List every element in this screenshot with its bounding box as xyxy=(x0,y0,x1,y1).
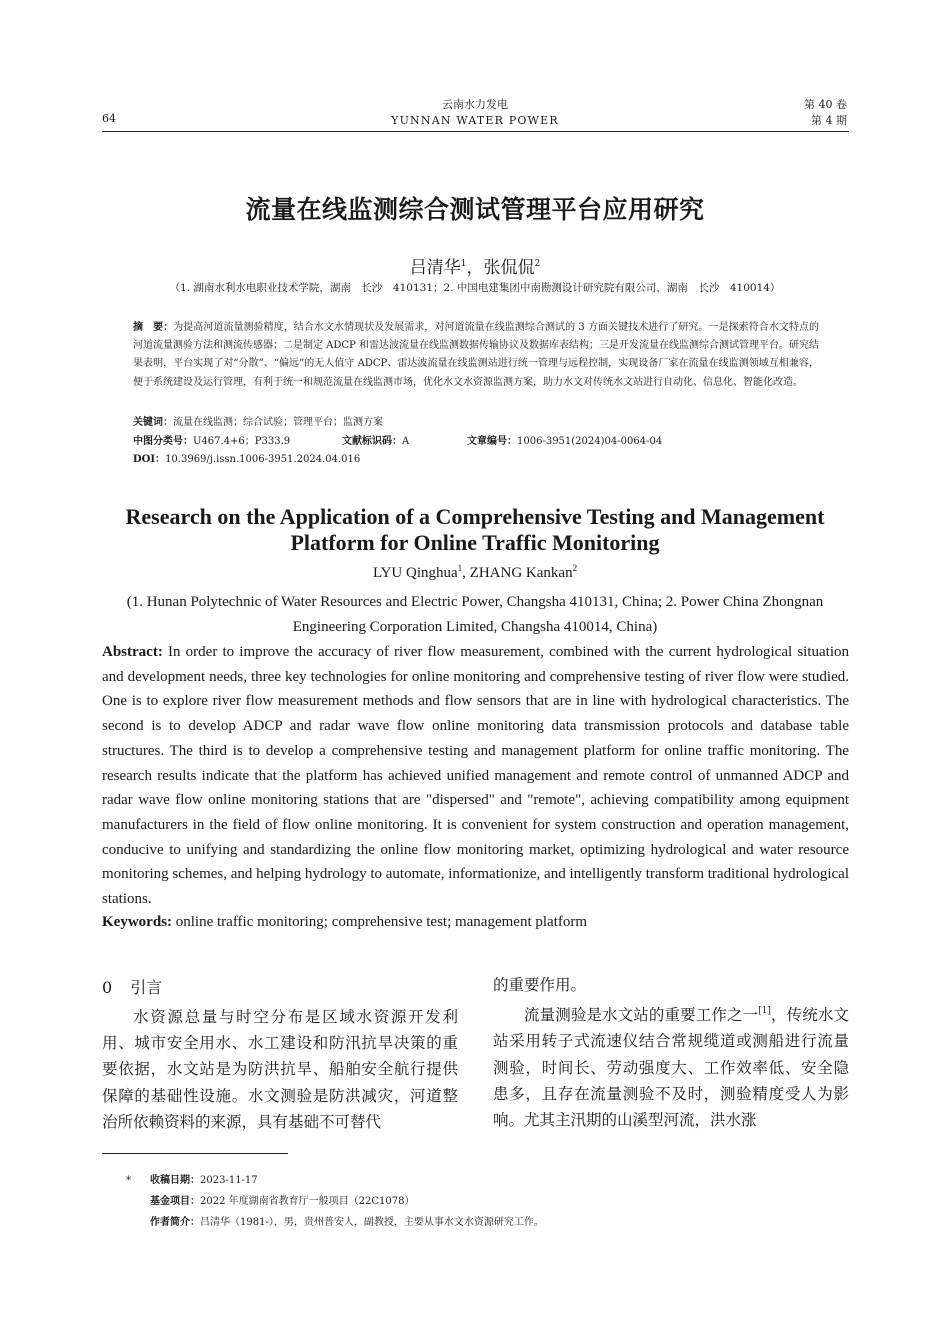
doi-value: 10.3969/j.issn.1006-3951.2024.04.016 xyxy=(165,454,361,465)
body-paragraph-1-continued: 的重要作用。 xyxy=(493,976,587,994)
clc-group xyxy=(133,432,290,447)
citation-ref[interactable]: [1] xyxy=(758,1006,771,1017)
en-author-1: LYU Qinghua xyxy=(372,565,458,581)
en-abstract xyxy=(102,640,849,912)
doi xyxy=(133,450,360,465)
cn-author-2: 张侃侃 xyxy=(483,258,535,278)
en-abstract-label: Abstract: xyxy=(102,644,163,660)
en-keywords-text: online traffic monitoring; comprehensive test; management platform xyxy=(175,914,588,930)
section-heading xyxy=(102,975,162,998)
cn-title: 流量在线监测综合测试管理平台应用研究 xyxy=(245,195,705,224)
body-paragraph-2-a: 流量测验是水文站的重要工作之一 xyxy=(524,1006,759,1025)
received-value: 2023-11-17 xyxy=(200,1175,258,1186)
body-column-left xyxy=(102,1004,458,1135)
en-keywords xyxy=(102,914,849,931)
author-bio-label: 作者简介： xyxy=(150,1217,200,1228)
en-abstract-text: In order to improve the accuracy of river flow measurement, combined with the current hydrological situation and development needs, three key technologies for online monitoring and comprehensive testing of river flow were studied. One is to explore river flow measurement methods and flow sensors that are in line with hydrological characteristics. The second is to develop ADCP and radar wave flow online monitoring data transmission protocols and database table structures. The third is to develop a comprehensive testing and management platform for online traffic monitoring. The research results indicate that the platform has achieved unified management and remote control of unmanned ADCP and radar wave flow online monitoring stations that are "dispersed" and "remote", achieving compatibility among equipment manufacturers in the field of flow online monitoring. It is convenient for system construction and operation management, conducive to unifying and standardizing the online flow monitoring market, optimizing hydrological and water resource monitoring schemes, and helping hydrology to automate, informationize, and intelligently transform traditional hydrological stations. xyxy=(102,644,849,908)
cn-author-1-sup: 1 xyxy=(460,259,467,269)
cn-author-2-sup: 2 xyxy=(534,259,541,269)
cn-author-1: 吕清华 xyxy=(409,258,461,278)
section-number: 0 xyxy=(102,978,113,997)
section-title: 引言 xyxy=(130,978,163,997)
volume-issue xyxy=(804,97,847,129)
en-keywords-label: Keywords: xyxy=(102,914,172,930)
author-bio-value: 吕清华（1981-），男，贵州普安人，副教授，主要从事水文水资源研究工作。 xyxy=(200,1217,544,1228)
cn-keywords-label: 关键词： xyxy=(133,417,173,428)
body-column-right xyxy=(493,972,849,1133)
cn-author-sep: ， xyxy=(466,258,484,278)
cn-abstract xyxy=(133,319,819,392)
cn-keywords xyxy=(133,413,819,428)
en-author-2: ZHANG Kankan xyxy=(469,565,573,581)
issue: 第 4 期 xyxy=(811,114,847,127)
article-no-label: 文章编号： xyxy=(467,436,517,447)
footnote-fund xyxy=(126,1191,414,1212)
cn-affiliation: （1. 湖南水利水电职业技术学院，湖南 长沙 410131；2. 中国电建集团中南勘测设计研究院有限公司，湖南 长沙 410014） xyxy=(169,282,781,294)
page-number: 64 xyxy=(102,112,116,125)
header-divider xyxy=(102,131,849,132)
volume: 第 40 卷 xyxy=(804,98,847,111)
body-paragraph-2 xyxy=(493,998,849,1133)
clc-label: 中图分类号： xyxy=(133,436,193,447)
journal-name-cn: 云南水力发电 xyxy=(442,98,508,111)
en-authors xyxy=(0,563,950,582)
en-author-sep: , xyxy=(462,565,470,581)
footnote-author xyxy=(126,1212,544,1233)
cn-authors xyxy=(0,253,950,278)
article-no-value: 1006-3951(2024)04-0064-04 xyxy=(517,436,663,447)
fund-label: 基金项目： xyxy=(150,1196,200,1207)
article-no-group xyxy=(467,432,662,447)
cn-abstract-text: 为提高河道流量测验精度，结合水文水情现状及发展需求，对河道流量在线监测综合测试的 3 方面关键技术进行了研究。一是探索符合水文特点的河道流量测验方法和测流传感器；二是制定 ADCP 和雷达波流量在线监测数据传输协议及数据库表结构；三是开发流量在线监测综合测试管理平台。研究结果表明，平台实现了对“分散”、“偏远”的无人值守 ADCP、雷达波流量在线监测站进行统一管理与远程控制，实现设备厂家在流量在线监测领域互相兼容，便于系统建设及运行管理，有利于统一和规范流量在线监测市场，优化水文水资源监测方案，助力水文对传统水文站进行自动化、信息化、智能化改造。 xyxy=(133,322,820,388)
en-author-2-sup: 2 xyxy=(572,563,578,573)
cn-keywords-text: 流量在线监测；综合试验；管理平台；监测方案 xyxy=(173,417,383,428)
received-label: 收稿日期： xyxy=(150,1175,200,1186)
fund-value: 2022 年度湖南省教育厅一般项目（22C1078） xyxy=(200,1196,415,1207)
doc-code-value: A xyxy=(402,436,410,447)
en-author-1-sup: 1 xyxy=(457,563,463,573)
footnote-star: * xyxy=(126,1175,131,1186)
doi-label: DOI： xyxy=(133,454,166,465)
journal-name-en: YUNNAN WATER POWER xyxy=(391,114,559,127)
doc-code-group xyxy=(342,432,409,447)
body-paragraph-1: 水资源总量与时空分布是区域水资源开发利用、城市安全用水、水工建设和防汛抗旱决策的重要依据，水文站是为防洪抗旱、船舶安全航行提供保障的基础性设施。水文测验是防洪减灾，河道整治所依赖资料的来源，具有基础不可替代 xyxy=(102,1008,458,1131)
clc-value: U467.4+6；P333.9 xyxy=(193,436,291,447)
body-paragraph-2-b: ，传统水文站采用转子式流速仪结合常规缆道或测船进行流量测验，时间长、劳动强度大、工作效率低、安全隐患多，且存在流量测验不及时，测验精度受人为影响。尤其主汛期的山溪型河流，洪水涨 xyxy=(493,1006,849,1130)
footnote-divider xyxy=(102,1153,288,1154)
en-title: Research on the Application of a Comprehensive Testing and Management Platform for Online Traffic Monitoring xyxy=(125,504,825,555)
cn-abstract-label: 摘 要： xyxy=(133,322,174,333)
en-affiliation: (1. Hunan Polytechnic of Water Resources and Electric Power, Changsha 410131, China; 2. Power China Zhongnan Engineering Corporation Limited, Changsha 410014, China) xyxy=(126,594,824,635)
doc-code-label: 文献标识码： xyxy=(342,436,402,447)
footnote-received xyxy=(126,1170,258,1191)
